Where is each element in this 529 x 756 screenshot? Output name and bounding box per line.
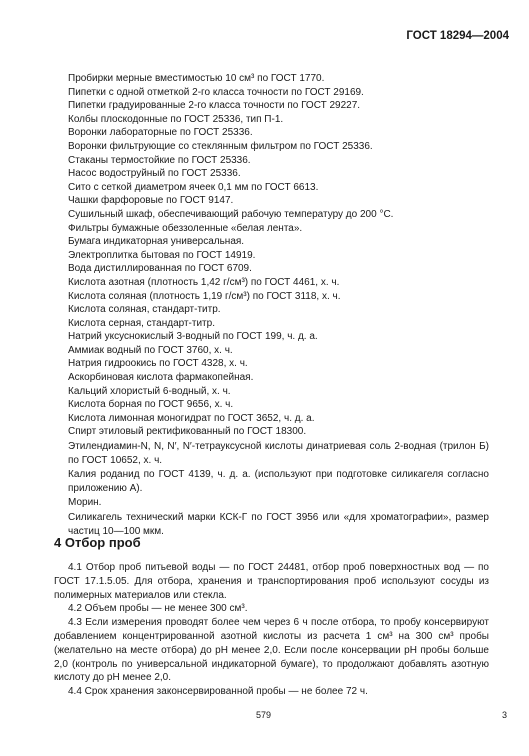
material-item: Калия роданид по ГОСТ 4139, ч. д. а. (используют при подготовке силикагеля согласно приложению А). [68, 469, 489, 494]
section-body [54, 561, 489, 699]
material-item: Сито с сеткой диаметром ячеек 0,1 мм по ГОСТ 6613. [68, 181, 319, 193]
material-item: Морин. [68, 497, 102, 509]
section-paragraph: 4.2 Объем пробы — не менее 300 см³. [68, 603, 248, 615]
section-heading [54, 535, 141, 550]
section-paragraph: 4.3 Если измерения проводят более чем через 6 ч после отбора, то пробу консервируют добавлением концентрированной азотной кислоты из расчета 1 см³ на 300 см³ пробы (желательно на месте отбора) до pH менее 2,0. Если после консервации pH пробы больше 2,0 (контроль по универсальной индикаторной бумаге), то продолжают добавлять азотную кислоту до pH менее 2,0. [54, 617, 489, 684]
material-item: Пипетки градуированные 2-го класса точности по ГОСТ 29227. [68, 100, 361, 112]
material-item: Аммиак водный по ГОСТ 3760, х. ч. [68, 344, 233, 356]
material-item: Сушильный шкаф, обеспечивающий рабочую температуру до 200 °С. [68, 208, 394, 220]
material-item: Кислота лимонная моногидрат по ГОСТ 3652, ч. д. а. [68, 412, 315, 424]
material-item: Кислота соляная, стандарт-титр. [68, 304, 221, 316]
material-item: Пипетки с одной отметкой 2-го класса точности по ГОСТ 29169. [68, 86, 364, 98]
material-item: Кислота азотная (плотность 1,42 г/см³) по ГОСТ 4461, х. ч. [68, 276, 340, 288]
material-item: Аскорбиновая кислота фармакопейная. [68, 372, 254, 384]
material-item: Пробирки мерные вместимостью 10 см³ по ГОСТ 1770. [68, 73, 325, 84]
material-item: Воронки лабораторные по ГОСТ 25336. [68, 127, 253, 139]
material-item: Насос водоструйный по ГОСТ 25336. [68, 168, 241, 180]
section-number: 4 [54, 535, 62, 550]
material-item: Чашки фарфоровые по ГОСТ 9147. [68, 195, 234, 207]
material-item: Стаканы термостойкие по ГОСТ 25336. [68, 154, 251, 166]
material-item: Натрий уксуснокислый 3-водный по ГОСТ 199, ч. д. а. [68, 331, 318, 343]
material-item: Кислота серная, стандарт-титр. [68, 317, 215, 329]
section-paragraph: 4.1 Отбор проб питьевой воды — по ГОСТ 24481, отбор проб поверхностных вод — по ГОСТ 17.1.5.05. Для отбора, хранения и транспортирования проб используют сосуды из полимерных материалов или стекла. [54, 562, 489, 601]
material-item: Фильтры бумажные обеззоленные «белая лента». [68, 222, 303, 234]
material-item: Бумага индикаторная универсальная. [68, 236, 245, 248]
material-item: Спирт этиловый ректификованный по ГОСТ 18300. [68, 426, 307, 438]
material-item: Воронки фильтрующие со стеклянным фильтром по ГОСТ 25336. [68, 140, 373, 152]
standard-header: ГОСТ 18294—2004 [406, 30, 509, 42]
material-item: Натрия гидроокись по ГОСТ 4328, х. ч. [68, 358, 248, 370]
page-number-center: 579 [256, 710, 272, 720]
materials-list [68, 72, 489, 538]
material-item: Кислота борная по ГОСТ 9656, х. ч. [68, 399, 234, 411]
section-paragraph: 4.4 Срок хранения законсервированной пробы — не более 72 ч. [68, 686, 368, 698]
material-item: Вода дистиллированная по ГОСТ 6709. [68, 263, 252, 275]
material-item: Кальций хлористый 6-водный, х. ч. [68, 385, 231, 397]
material-item: Этилендиамин-N, N, N′, N′-тетрауксусной кислоты динатриевая соль 2-водная (трилон Б) по ГОСТ 10652, х. ч. [68, 441, 489, 466]
materials-simple [68, 72, 489, 439]
material-item: Колбы плоскодонные по ГОСТ 25336, тип П-1. [68, 113, 284, 125]
section-title: Отбор проб [64, 535, 141, 550]
materials-wrapped [68, 440, 489, 538]
material-item: Электроплитка бытовая по ГОСТ 14919. [68, 249, 256, 261]
material-item: Кислота соляная (плотность 1,19 г/см³) по ГОСТ 3118, х. ч. [68, 290, 341, 302]
page-number-right: 3 [501, 710, 507, 720]
material-item: Силикагель технический марки КСК-Г по ГОСТ 3956 или «для хроматографии», размер частиц 10—100 мкм. [68, 512, 489, 537]
